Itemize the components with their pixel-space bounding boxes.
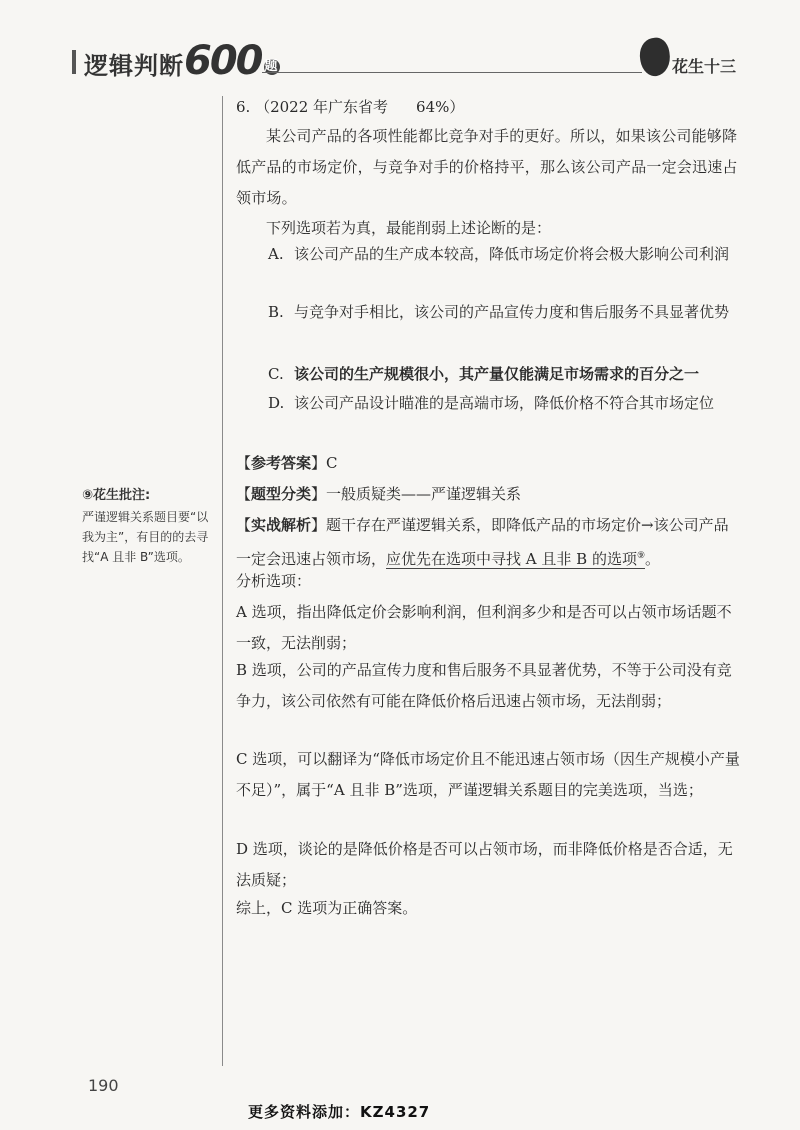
question-stem: 某公司产品的各项性能都比竞争对手的更好。所以，如果该公司能够降低产品的市场定价，与竞争对手的价格持平，那么该公司产品一定会迅速占领市场。 <box>236 127 738 207</box>
option-label: A. <box>268 245 284 263</box>
option-text: 与竞争对手相比，该公司的产品宣传力度和售后服务不具显著优势 <box>294 303 730 321</box>
book-title-number: 600 <box>184 38 262 84</box>
reference-answer-label: 参考答案 <box>251 454 312 472</box>
option-label: D. <box>268 394 285 412</box>
header-accent-bar <box>72 50 76 74</box>
question-ask: 下列选项若为真，最能削弱上述论断的是： <box>266 219 552 237</box>
analysis-line: 综上，C 选项为正确答案。 <box>236 899 418 917</box>
option-label: B. <box>268 303 284 321</box>
question-source: （2022 年广东省考 <box>255 98 389 116</box>
reference-answer-tag: 【参考答案】 <box>236 454 327 472</box>
analysis-key-point-text: 应优先在选项中寻找 A 且非 B 的选项 <box>386 550 637 568</box>
analysis-tag: 【实战解析】 <box>236 516 327 534</box>
option-b <box>268 298 738 327</box>
book-title-suffix: 题 <box>264 59 279 74</box>
analysis-lead: 题干存在严谨逻辑关系，即降低产品的市场定价→该公司产品一定会迅速占领市场， <box>236 516 729 568</box>
analysis-line: C 选项，可以翻译为“降低市场定价且不能迅速占领市场（因生产规模小产量不足）”，属于“A 且非 B”选项，严谨逻辑关系题目的完美选项，当选； <box>236 750 740 799</box>
question-type-label: 题型分类 <box>251 485 312 503</box>
column-divider <box>222 96 223 1066</box>
peanut-logo-icon-part <box>654 46 668 72</box>
sidenote-heading: ⑨花生批注: <box>82 488 151 503</box>
option-d <box>268 389 738 418</box>
brand-logo <box>640 36 740 80</box>
analysis-line: A 选项，指出降低定价会影响利润，但利润多少和是否可以占领市场话题不一致，无法削弱； <box>236 603 732 652</box>
sidenote-body: 严谨逻辑关系题目要“以我为主”，有目的的去寻找“A 且非 B”选项。 <box>82 510 209 564</box>
contact-footer: 更多资料添加：KZ4327 <box>248 1103 431 1121</box>
option-text: 该公司产品的生产成本较高，降低市场定价将会极大影响公司利润 <box>294 245 730 263</box>
brand-logo-text: 花生十三 <box>672 57 737 76</box>
analysis-line: B 选项，公司的产品宣传力度和售后服务不具显著优势，不等于公司没有竞争力，该公司依然有可能在降低价格后迅速占领市场，无法削弱； <box>236 661 732 710</box>
sidenote <box>82 484 214 567</box>
reference-answer-value: C <box>326 454 338 472</box>
question-type <box>236 479 521 510</box>
question-header <box>236 96 464 117</box>
option-c <box>268 360 738 389</box>
analysis-end: 。 <box>645 550 661 568</box>
footnote-marker: ⑨ <box>636 551 646 561</box>
analysis-label: 实战解析 <box>251 516 312 534</box>
header-rule <box>262 72 642 73</box>
question-accuracy-rate: 64%） <box>416 98 465 116</box>
analysis-line: 分析选项： <box>236 572 312 590</box>
page-header <box>0 0 800 100</box>
reference-answer <box>236 448 338 479</box>
option-label: C. <box>268 365 284 383</box>
question-number: 6. <box>236 98 251 116</box>
book-title-text: 逻辑判断 <box>84 52 184 80</box>
page-number: 190 <box>88 1076 119 1095</box>
analysis-line: D 选项，谈论的是降低价格是否可以占领市场，而非降低价格是否合适，无法质疑； <box>236 840 733 889</box>
book-title <box>84 38 280 84</box>
option-text: 该公司产品设计瞄准的是高端市场，降低价格不符合其市场定位 <box>294 394 715 412</box>
option-text: 该公司的生产规模很小，其产量仅能满足市场需求的百分之一 <box>294 365 700 383</box>
question-type-tag: 【题型分类】 <box>236 485 327 503</box>
question-type-value: 一般质疑类——严谨逻辑关系 <box>326 485 522 503</box>
option-a <box>268 240 738 269</box>
